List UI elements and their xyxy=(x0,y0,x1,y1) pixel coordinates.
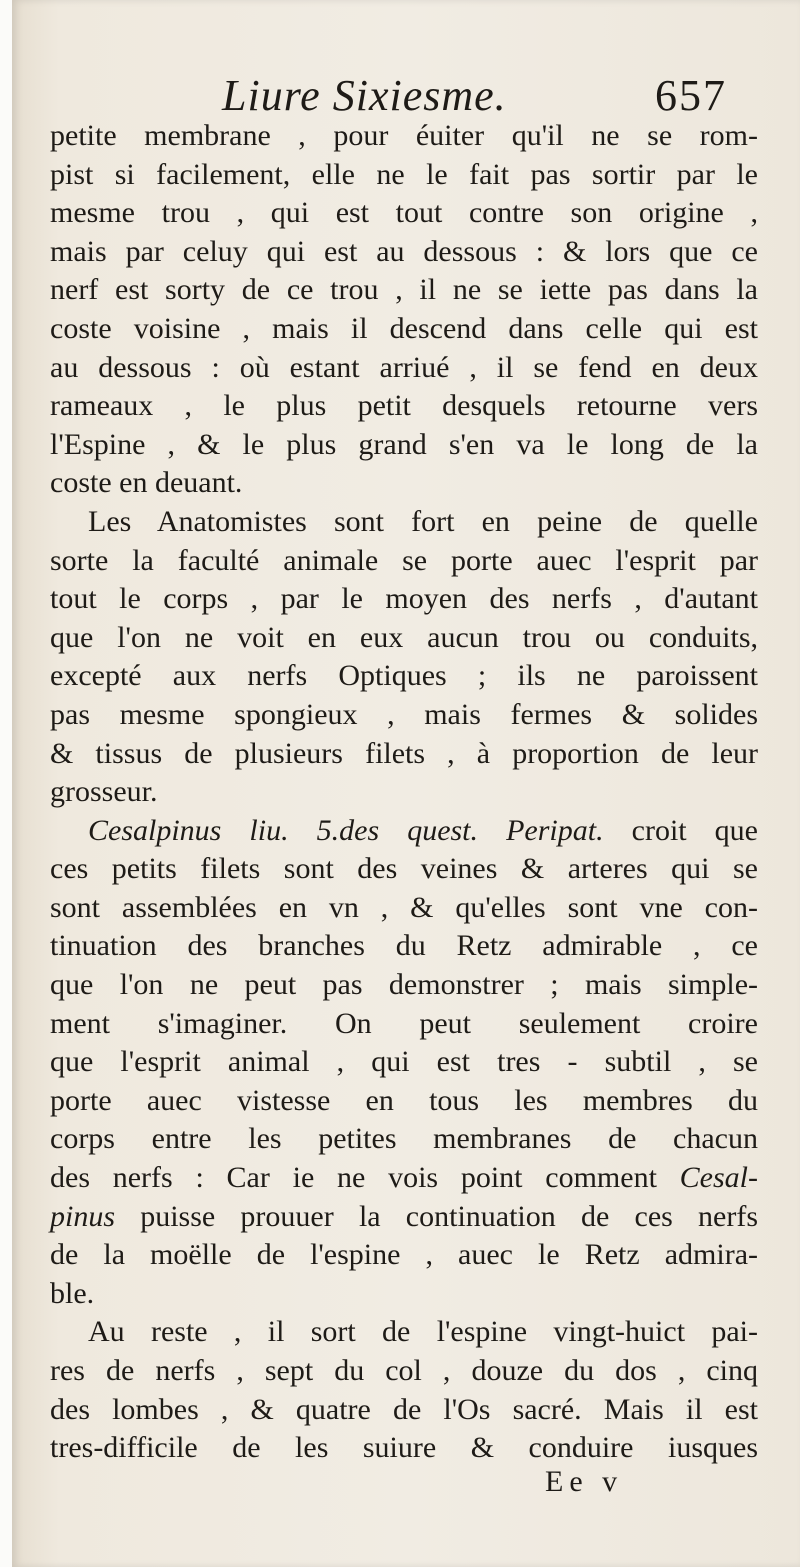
text-line: excepté aux nerfs Optiques ; ils ne paroissent xyxy=(50,659,758,693)
text-line: nerf est sorty de ce trou , il ne se iette pas dans la xyxy=(50,273,758,307)
signature-mark: Ee v xyxy=(545,1465,624,1498)
text-line: tres-difficile de les suiure & conduire iusques xyxy=(50,1431,758,1465)
running-title: Liure Sixiesme. xyxy=(222,71,507,120)
text-line: res de nerfs , sept du col , douze du dos , cinq xyxy=(50,1354,758,1387)
text-line: tout le corps , par le moyen des nerfs , d'autant xyxy=(50,582,758,616)
page-footer xyxy=(0,1458,800,1506)
text-line: rameaux , le plus petit desquels retourne vers xyxy=(50,389,758,423)
text-line: au dessous : où estant arriué , il se fend en deux xyxy=(50,350,758,384)
author-name: pinus xyxy=(50,1199,116,1233)
text-line: tinuation des branches du Retz admirable , ce xyxy=(50,929,758,963)
text-line: corps entre les petites membranes de chacun xyxy=(50,1122,758,1156)
text-line: ces petits filets sont des veines & arteres qui se xyxy=(50,852,758,886)
text-line: l'Espine , & le plus grand s'en va le long de la xyxy=(50,427,758,461)
text-line: & tissus de plusieurs filets , à proportion de leur xyxy=(50,736,758,770)
text-run: puisse prouuer la continuation de ces nerfs xyxy=(115,1199,758,1233)
text-line: coste voisine , mais il descend dans celle qui est xyxy=(50,311,758,345)
paragraph xyxy=(50,1313,758,1467)
paragraph xyxy=(50,117,758,503)
text-line: ble. xyxy=(50,1276,95,1310)
text-line: coste en deuant. xyxy=(50,466,243,500)
text-line xyxy=(50,1159,758,1198)
author-name: Cesal- xyxy=(679,1161,758,1195)
text-line xyxy=(50,812,758,851)
text-line: pas mesme spongieux , mais fermes & solides xyxy=(50,697,758,731)
text-line: sorte la faculté animale se porte auec l'esprit par xyxy=(50,543,758,577)
body-text xyxy=(50,117,758,1468)
text-line: sont assemblées en vn , & qu'elles sont vne con- xyxy=(50,890,758,924)
text-line: ment s'imaginer. On peut seulement croire xyxy=(50,1006,758,1040)
page-number: 657 xyxy=(655,71,727,120)
text-line: grosseur. xyxy=(50,775,158,809)
paragraph xyxy=(50,812,758,1314)
text-line: porte auec vistesse en tous les membres du xyxy=(50,1083,758,1117)
text-line: Au reste , il sort de l'espine vingt-huict pai- xyxy=(88,1315,758,1349)
text-line: pist si facilement, elle ne le fait pas sortir par le xyxy=(50,157,758,191)
text-line: mais par celuy qui est au dessous : & lors que ce xyxy=(50,234,758,268)
text-line: Les Anatomistes sont fort en peine de quelle xyxy=(88,504,758,538)
text-line: petite membrane , pour éuiter qu'il ne se rom- xyxy=(50,119,758,152)
text-line: mesme trou , qui est tout contre son origine , xyxy=(50,196,758,230)
paragraph xyxy=(50,503,758,812)
text-line: de la moëlle de l'espine , auec le Retz admira- xyxy=(50,1238,758,1272)
text-line: des lombes , & quatre de l'Os sacré. Mais il est xyxy=(50,1392,758,1426)
text-line: que l'esprit animal , qui est tres - subtil , se xyxy=(50,1045,758,1079)
text-run: des nerfs : Car ie ne vois point comment xyxy=(50,1161,680,1195)
text-line: que l'on ne voit en eux aucun trou ou conduits, xyxy=(50,620,758,654)
text-line xyxy=(50,1198,758,1237)
text-run: croit que xyxy=(603,813,758,847)
text-line: que l'on ne peut pas demonstrer ; mais simple- xyxy=(50,968,758,1002)
citation: Cesalpinus liu. 5.des quest. Peripat. xyxy=(88,813,604,847)
